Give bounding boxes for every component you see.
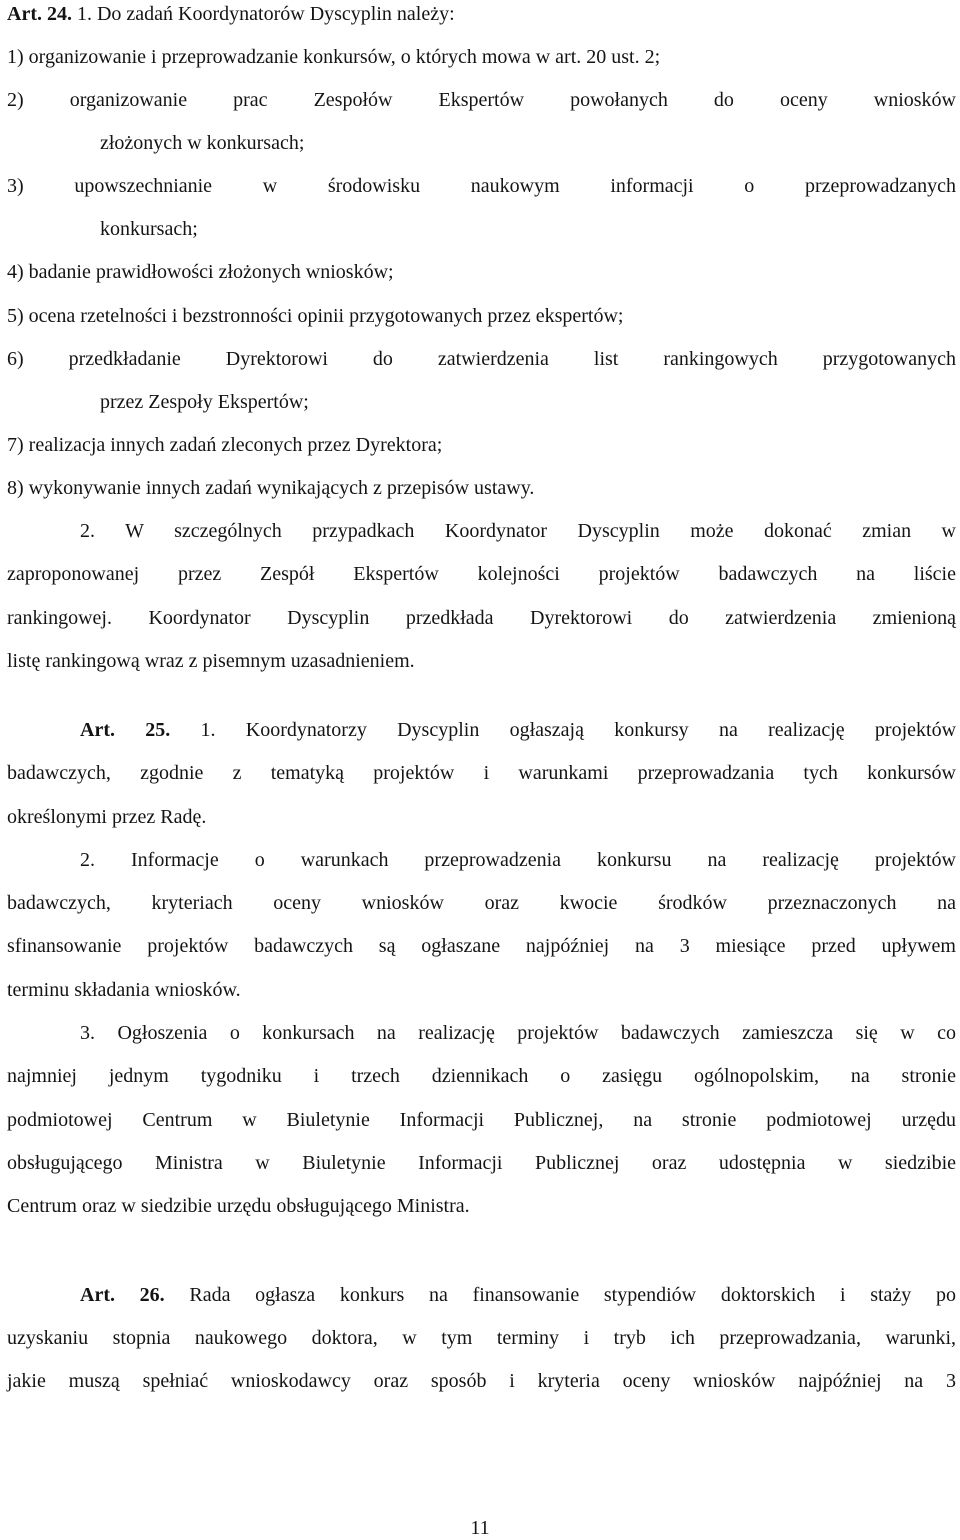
list-item: 3) upowszechnianie w środowisku naukowym informacji o przeprowadzanych	[7, 175, 956, 197]
paragraph-line: Centrum oraz w siedzibie urzędu obsługującego Ministra.	[7, 1195, 470, 1217]
page-number: 11	[470, 1517, 490, 1539]
list-item-continuation: konkursach;	[100, 218, 198, 240]
paragraph-line: obsługującego Ministra w Biuletynie Informacji Publicznej oraz udostępnia w siedzibie	[7, 1152, 956, 1174]
list-item: 6) przedkładanie Dyrektorowi do zatwierdzenia list rankingowych przygotowanych	[7, 348, 956, 370]
paragraph-line: uzyskaniu stopnia naukowego doktora, w tym terminy i tryb ich przeprowadzania, warunki,	[7, 1327, 956, 1349]
paragraph-line: zaproponowanej przez Zespół Ekspertów kolejności projektów badawczych na liście	[7, 563, 956, 585]
paragraph-line: badawczych, zgodnie z tematyką projektów i warunkami przeprowadzania tych konkursów	[7, 762, 956, 784]
list-item: 4) badanie prawidłowości złożonych wniosków;	[7, 261, 394, 283]
paragraph-line: terminu składania wniosków.	[7, 979, 241, 1001]
list-item-continuation: przez Zespoły Ekspertów;	[100, 391, 309, 413]
paragraph-line: rankingowej. Koordynator Dyscyplin przedkłada Dyrektorowi do zatwierdzenia zmienioną	[7, 607, 956, 629]
art25-heading: Art. 25.	[80, 719, 171, 741]
art25-line-1	[80, 718, 956, 742]
art24-p1-intro: 1. Do zadań Koordynatorów Dyscyplin należy:	[76, 3, 455, 25]
paragraph-line: 2. Informacje o warunkach przeprowadzenia konkursu na realizację projektów	[80, 849, 956, 871]
art25-p1-first: 1. Koordynatorzy Dyscyplin ogłaszają konkursy na realizację projektów	[200, 719, 957, 741]
paragraph-line: sfinansowanie projektów badawczych są ogłaszane najpóźniej na 3 miesiące przed upływem	[7, 935, 956, 957]
paragraph-line: badawczych, kryteriach oceny wniosków oraz kwocie środków przeznaczonych na	[7, 892, 956, 914]
list-item-continuation: złożonych w konkursach;	[100, 132, 305, 154]
list-item: 7) realizacja innych zadań zleconych przez Dyrektora;	[7, 434, 443, 456]
paragraph-line: określonymi przez Radę.	[7, 806, 207, 828]
art26-heading: Art. 26.	[80, 1284, 165, 1306]
list-item: 1) organizowanie i przeprowadzanie konkursów, o których mowa w art. 20 ust. 2;	[7, 46, 661, 68]
paragraph-line: listę rankingową wraz z pisemnym uzasadnieniem.	[7, 650, 415, 672]
art24-line-1	[7, 2, 956, 26]
art26-first: Rada ogłasza konkurs na finansowanie stypendiów doktorskich i staży po	[189, 1284, 956, 1306]
paragraph-line: 3. Ogłoszenia o konkursach na realizację projektów badawczych zamieszcza się w co	[80, 1022, 956, 1044]
list-item: 8) wykonywanie innych zadań wynikających z przepisów ustawy.	[7, 477, 535, 499]
list-item: 2) organizowanie prac Zespołów Ekspertów powołanych do oceny wniosków	[7, 89, 956, 111]
paragraph-line: jakie muszą spełniać wnioskodawcy oraz sposób i kryteria oceny wniosków najpóźniej na 3	[7, 1370, 956, 1392]
paragraph-line: 2. W szczególnych przypadkach Koordynator Dyscyplin może dokonać zmian w	[80, 520, 956, 542]
list-item: 5) ocena rzetelności i bezstronności opinii przygotowanych przez ekspertów;	[7, 305, 624, 327]
paragraph-line: najmniej jednym tygodniku i trzech dziennikach o zasięgu ogólnopolskim, na stronie	[7, 1065, 956, 1087]
paragraph-line: podmiotowej Centrum w Biuletynie Informacji Publicznej, na stronie podmiotowej urzędu	[7, 1109, 956, 1131]
art26-line-1	[80, 1283, 956, 1307]
art24-heading: Art. 24.	[7, 3, 72, 25]
